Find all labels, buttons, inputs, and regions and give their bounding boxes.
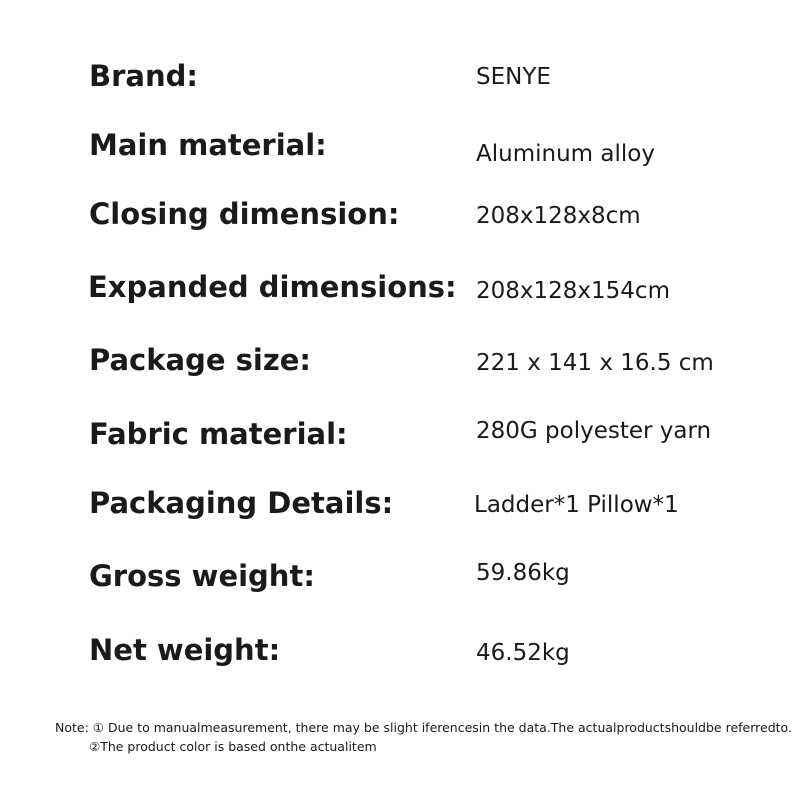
spec-value-package-size: 221 x 141 x 16.5 cm — [476, 350, 714, 376]
spec-label-gross-weight: Gross weight: — [89, 559, 315, 593]
spec-label-main-material: Main material: — [89, 128, 327, 162]
spec-label-closing-dimension: Closing dimension: — [89, 197, 400, 231]
spec-label-net-weight: Net weight: — [89, 633, 281, 667]
footnote-line-1: Note: ① Due to manualmeasurement, there may be slight iferencesin the data.The actualproductshouldbe referredto. — [55, 720, 792, 735]
spec-value-brand: SENYE — [476, 64, 551, 90]
spec-label-brand: Brand: — [89, 59, 198, 93]
spec-value-expanded-dimensions: 208x128x154cm — [476, 278, 670, 304]
spec-value-fabric-material: 280G polyester yarn — [476, 418, 712, 444]
spec-label-package-size: Package size: — [89, 343, 311, 377]
spec-label-expanded-dimensions: Expanded dimensions: — [88, 270, 457, 304]
spec-label-packaging-details: Packaging Details: — [89, 486, 394, 520]
spec-label-fabric-material: Fabric material: — [89, 417, 348, 451]
spec-value-packaging-details: Ladder*1 Pillow*1 — [474, 492, 679, 518]
spec-value-net-weight: 46.52kg — [476, 640, 570, 666]
footnote-line-2: ②The product color is based onthe actualitem — [89, 739, 377, 754]
spec-value-main-material: Aluminum alloy — [476, 141, 655, 167]
spec-value-gross-weight: 59.86kg — [476, 560, 570, 586]
spec-value-closing-dimension: 208x128x8cm — [476, 203, 641, 229]
